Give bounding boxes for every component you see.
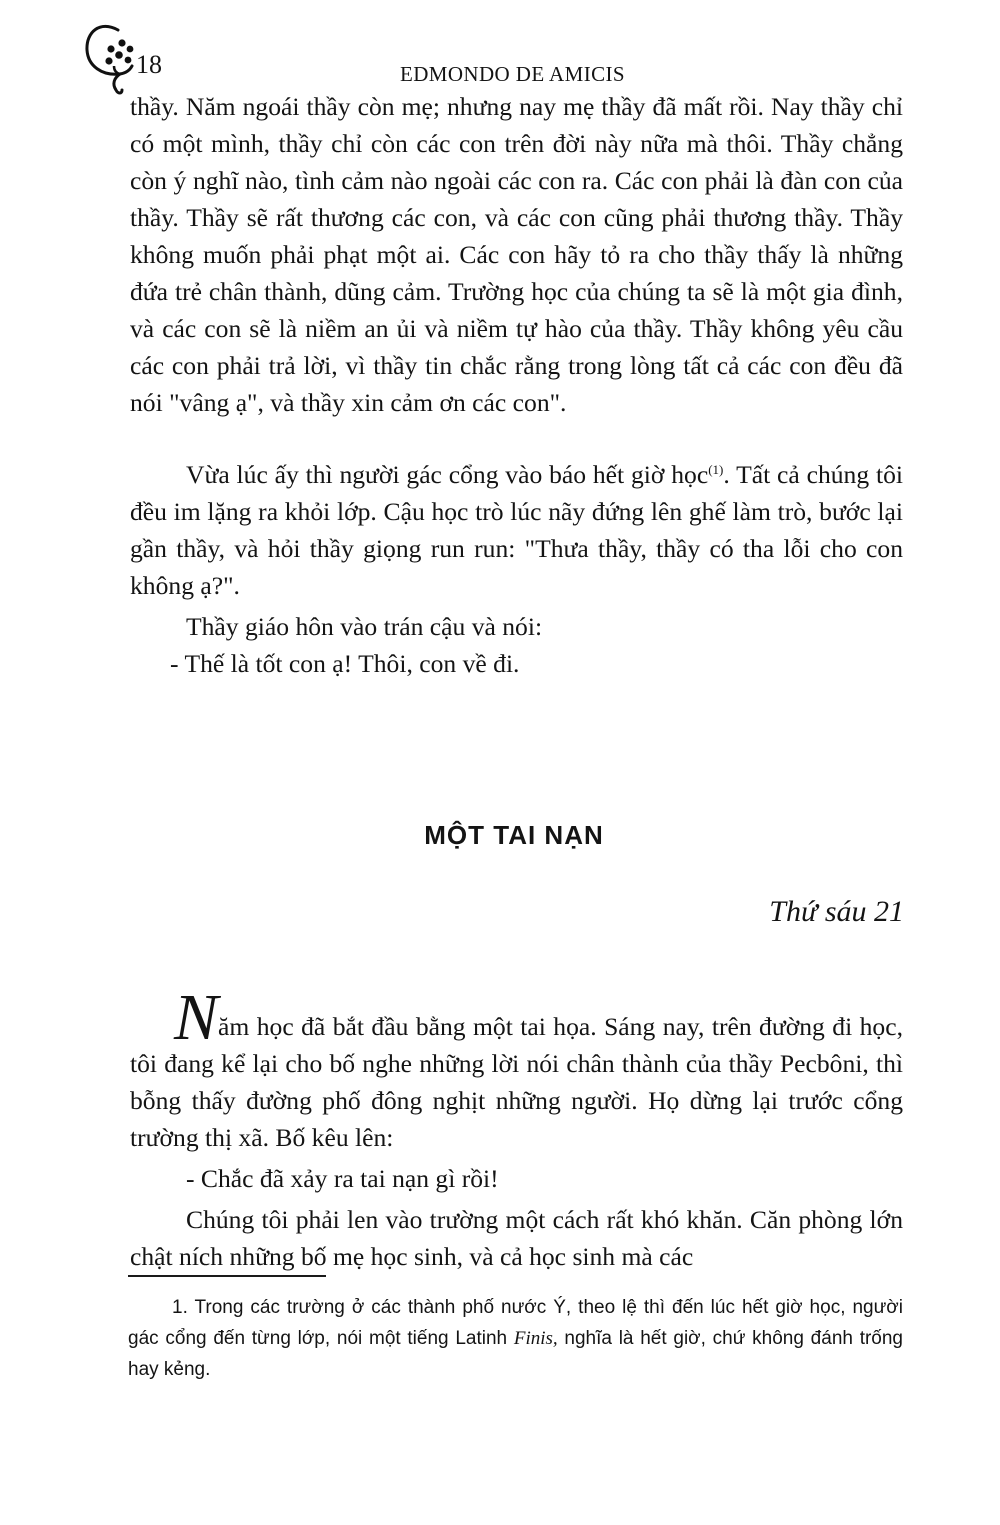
footnote-divider [128,1275,326,1277]
paragraph-text: ăm học đã bắt đầu bằng một tai họa. Sáng nay, trên đường đi học, tôi đang kể lại cho bố nghe những lời nói chân thành của thầy Pecbôni, thì bỗng thấy đường phố đông nghịt những người. Họ dừng lại trước cổng trường thị xã. Bố kêu lên: [130,1012,903,1152]
paragraph-text: Vừa lúc ấy thì người gác cổng vào báo hết giờ học [186,460,709,489]
paragraph [130,981,903,1156]
paragraph: thầy. Năm ngoái thầy còn mẹ; nhưng nay mẹ thầy đã mất rồi. Nay thầy chỉ có một mình, thầy chỉ còn các con trên đời này nữa mà thôi. Thầy chẳng còn ý nghĩ nào, tình cảm nào ngoài các con ra. Các con phải là đàn con của thầy. Thầy sẽ rất thương các con, và các con cũng phải thương thầy. Thầy không muốn phải phạt một ai. Các con hãy tỏ ra cho thầy thấy là những đứa trẻ chân thành, dũng cảm. Trường học của chúng ta sẽ là một gia đình, và các con sẽ là niềm an ủi và niềm tự hào của thầy. Thầy không yêu cầu các con phải trả lời, vì thầy tin chắc rằng trong lòng tất cả các con đều đã nói "vâng ạ", và thầy xin cảm ơn các con". [130,92,903,417]
section-title: MỘT TAI NẠN [424,820,604,850]
running-head-author: EDMONDO DE AMICIS [400,62,625,86]
paragraph-text: . Tất cả chúng tôi đều im lặng ra khỏi lớp. Cậu học trò lúc nãy đứng lên ghế làm trò, bước lại gần thầy, và hỏi thầy giọng run run: "Thưa thầy, thầy có tha lỗi cho con không ạ?". [130,460,903,600]
paragraph: Thầy giáo hôn vào trán cậu và nói: [186,612,543,641]
dialog-line: - Thế là tốt con ạ! Thôi, con về đi. [170,649,520,678]
footnote-text-part: 1. Trong các trường ở các thành phố nước Ý, theo lệ thì đến lúc hết giờ học, người gác cổng đến từng lớp, nói một tiếng Latinh [128,1297,903,1349]
page-number: 18 [136,50,162,79]
footnote [128,1292,903,1385]
footnote-text [128,1292,903,1385]
footnote-text-part: nghĩa là hết giờ, chứ không đánh trống hay kẻng. [128,1328,903,1380]
paragraph: Chúng tôi phải len vào trường một cách rất khó khăn. Căn phòng lớn chật ních những bố mẹ học sinh, và cả học sinh mà các [130,1205,903,1271]
dialog-line: - Chắc đã xảy ra tai nạn gì rồi! [186,1164,499,1193]
section-body-text [130,981,903,1275]
footnote-reference: (1) [708,462,724,477]
footnote-latin-term: Finis, [513,1328,558,1349]
section-date: Thứ sáu 21 [769,895,904,928]
chapter-ending-text [130,456,903,682]
paragraph [130,456,903,604]
continued-chapter-text [130,88,903,421]
drop-cap: N [174,981,219,1054]
